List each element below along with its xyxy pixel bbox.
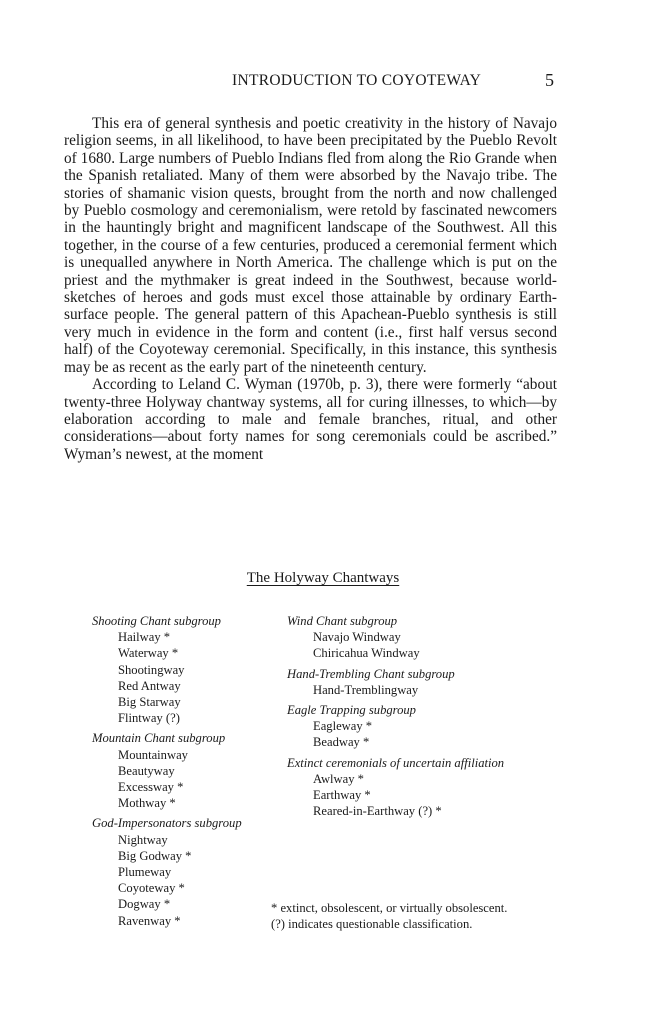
chant-group [92, 613, 282, 726]
chantway-item: Hand-Tremblingway [313, 682, 419, 697]
footnote: * extinct, obsolescent, or virtually obsolescent. [271, 901, 508, 915]
figure-title [0, 570, 646, 587]
figure-footnotes [271, 900, 571, 932]
figure-title-text: The Holyway Chantways [246, 570, 400, 586]
chantway-column-left [92, 613, 282, 929]
chantway-item: Plumeway [118, 865, 172, 880]
chantway-item: Earthway * [313, 788, 371, 803]
chantway-list [92, 832, 282, 929]
chant-group [92, 815, 282, 928]
chantway-item: Big Starway [118, 695, 181, 710]
chantway-item: Chiricahua Windway [313, 646, 420, 661]
chant-group [287, 666, 587, 698]
footnote: (?) indicates questionable classification. [271, 917, 473, 932]
paragraph: This era of general synthesis and poetic creativity in the history of Navajo religion seems, in all likelihood, to have been precipitated by the Pueblo Revolt of 1680. Large numbers of Pueblo Indians fled from along the Rio Grande when the Spanish retaliated. Many of them were absorbed by the Navajo tribe. The stories of shamanic vision quests, brought from the north and now challenged by Pueblo cosmology and ceremonialism, were retold by fascinated newcomers in the hauntingly bright and magnificent landscape of the Southwest. All this together, in the course of a few centuries, produced a ceremonial ferment which is unequalled anywhere in North America. The challenge which is put on the priest and the mythmaker is great indeed in the Southwest, because world-sketches of heroes and gods must excel those attainable by ordinary Earth-surface people. The general pattern of this Apachean-Pueblo synthesis is still very much in evidence in the form and content (i.e., first half versus second half) of the Coyoteway ceremonial. Specifically, in this instance, this synthesis may be as recent as the early part of the nineteenth century. [64, 115, 557, 376]
group-title: Extinct ceremonials of uncertain affiliation [287, 755, 505, 770]
body-text [64, 115, 557, 463]
chantway-item: Excessway * [118, 780, 184, 795]
chantway-item: Ravenway * [118, 913, 181, 928]
chant-group [287, 613, 587, 662]
chantway-item: Eagleway * [313, 719, 373, 734]
chantway-item: Nightway [118, 832, 168, 847]
chant-group [92, 730, 282, 811]
chantway-item: Big Godway * [118, 848, 192, 863]
chantway-item: Awlway * [313, 771, 364, 786]
chantway-list [287, 718, 587, 750]
chantway-list [287, 682, 587, 698]
group-title: God-Impersonators subgroup [92, 816, 242, 831]
group-title: Hand-Trembling Chant subgroup [287, 666, 455, 681]
chantway-item: Beautyway [118, 763, 175, 778]
chantway-item: Navajo Windway [313, 630, 401, 645]
group-title: Mountain Chant subgroup [92, 731, 226, 746]
chantway-item: Red Antway [118, 678, 181, 693]
chantway-item: Beadway * [313, 735, 370, 750]
chantway-item: Mountainway [118, 747, 188, 762]
chantway-item: Shootingway [118, 662, 185, 677]
group-title: Eagle Trapping subgroup [287, 703, 416, 718]
chantway-item: Coyoteway * [118, 881, 185, 896]
chantway-item: Reared-in-Earthway (?) * [313, 804, 442, 819]
chantway-column-right [287, 613, 587, 819]
page-header [0, 70, 646, 92]
group-title: Shooting Chant subgroup [92, 614, 221, 628]
paragraph: According to Leland C. Wyman (1970b, p. 3), there were formerly “about twenty-three Holyway chantway systems, all for curing illnesses, to which—by elaboration according to male and female branches, ritual, and other considerations—about forty names for song ceremonials could be ascribed.” Wyman’s newest, at the moment [64, 376, 557, 463]
group-title: Wind Chant subgroup [287, 614, 398, 628]
chantway-list [92, 747, 282, 812]
chantway-item: Dogway * [118, 897, 171, 912]
chantway-item: Hailway * [118, 630, 171, 645]
chantway-list [92, 629, 282, 726]
chantway-item: Flintway (?) [118, 711, 180, 726]
page-number: 5 [545, 70, 554, 90]
chantway-list [287, 771, 587, 820]
chant-group [287, 702, 587, 751]
chantway-item: Waterway * [118, 646, 179, 661]
chant-group [287, 755, 587, 820]
chantway-item: Mothway * [118, 796, 176, 811]
chantway-list [287, 629, 587, 661]
running-head: INTRODUCTION TO COYOTEWAY [232, 72, 482, 89]
